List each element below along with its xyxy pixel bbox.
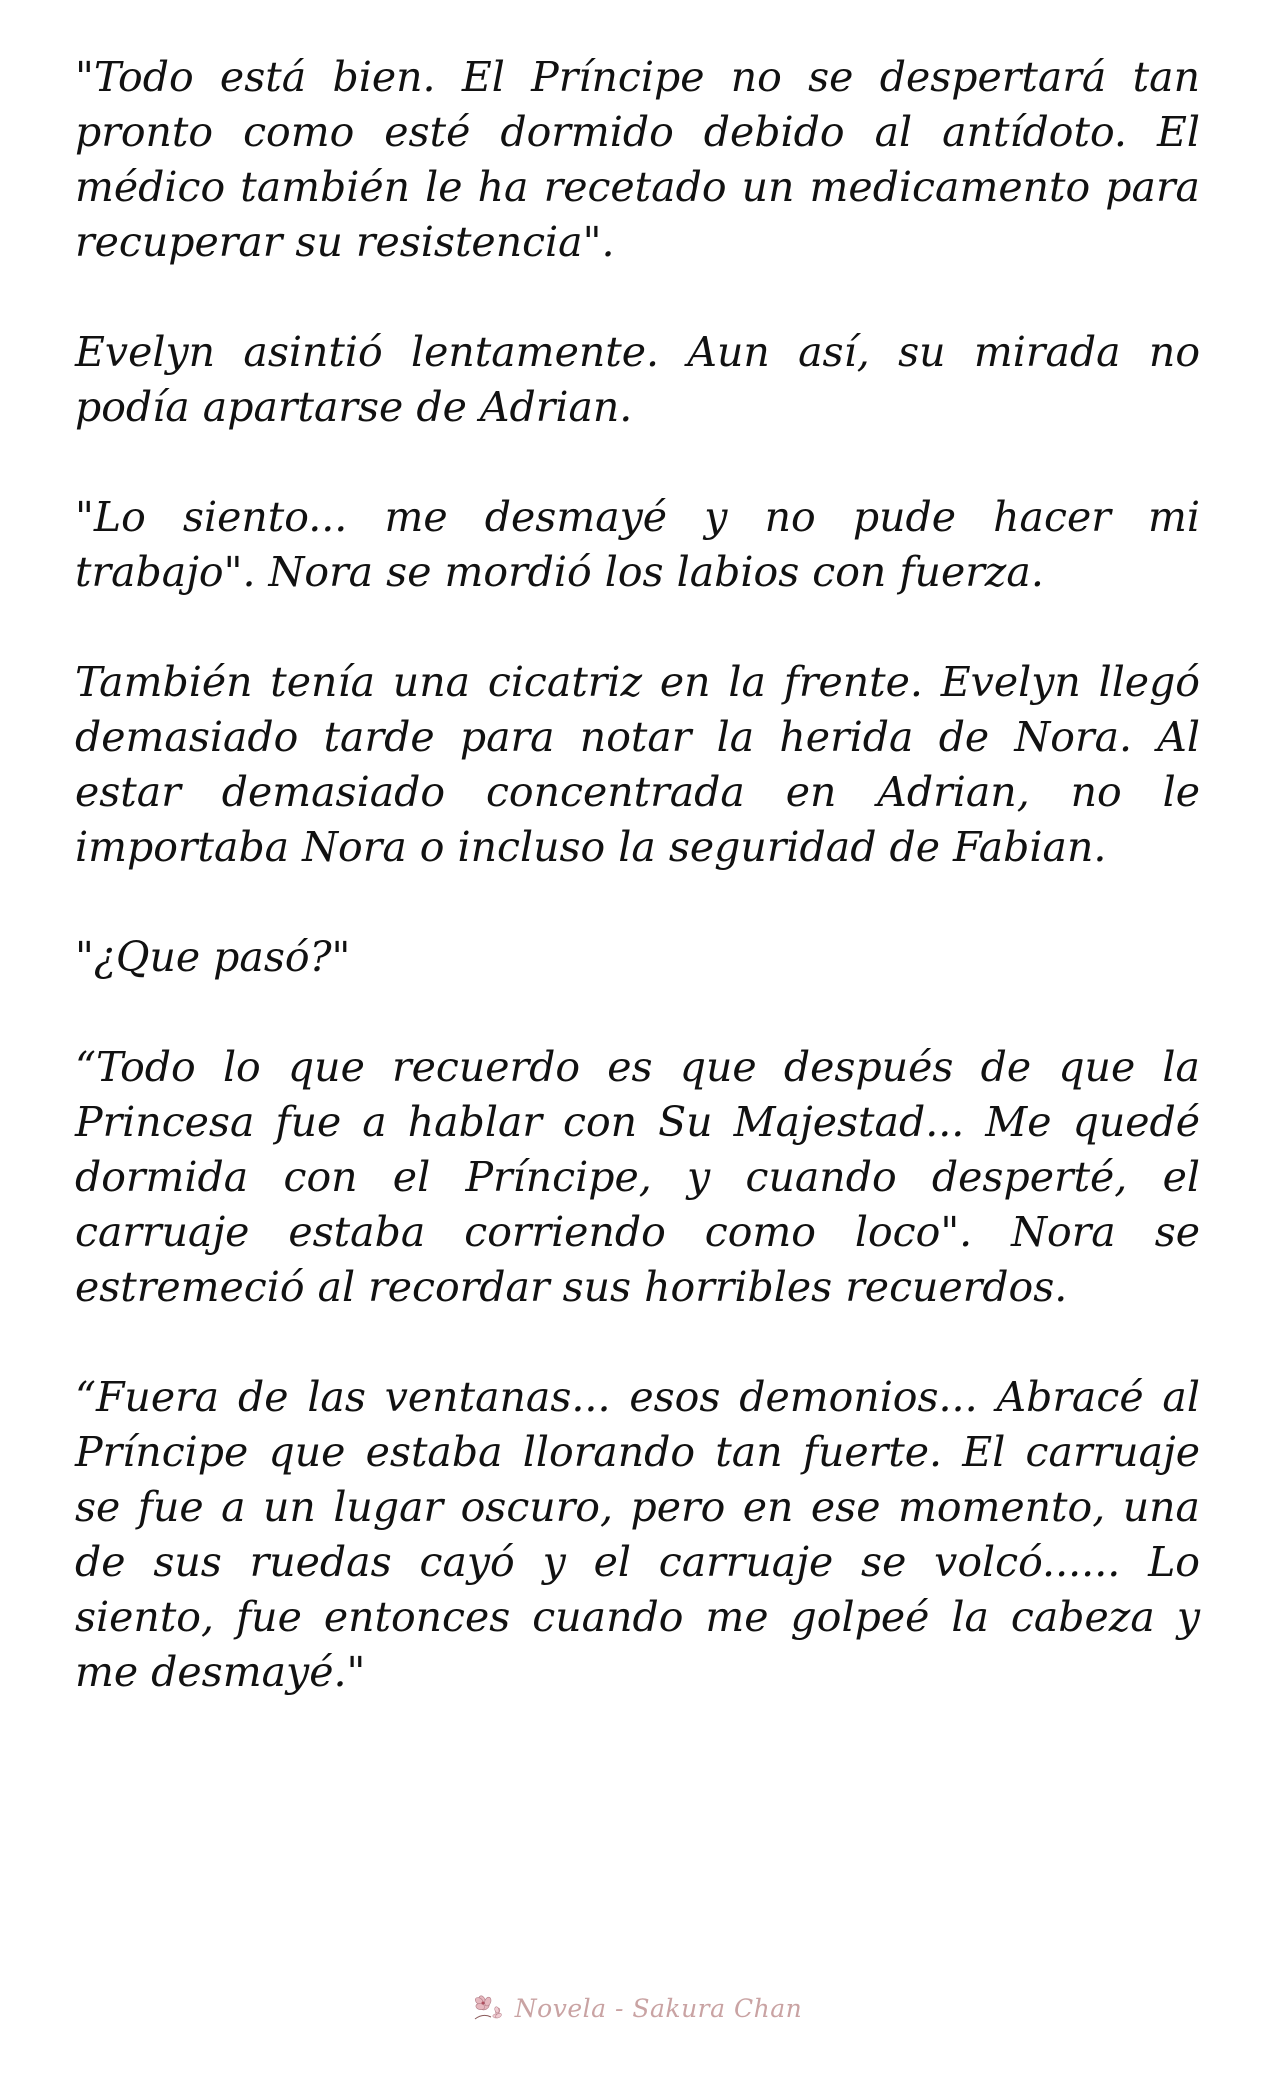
paragraph-5: "¿Que pasó?": [75, 933, 351, 981]
paragraph-4: También tenía una cicatriz en la frente. Evelyn llegó demasiado tarde para notar la herida de Nora. Al estar demasiado concentrada en Adrian, no le importaba Nora o incluso la seguridad de Fabian.: [75, 658, 1200, 871]
chapter-text: [75, 50, 1200, 1755]
paragraph-2: Evelyn asintió lentamente. Aun así, su mirada no podía apartarse de Adrian.: [75, 328, 1200, 431]
paragraph-7: “Fuera de las ventanas... esos demonios... Abracé al Príncipe que estaba llorando tan fuerte. El carruaje se fue a un lugar oscuro, pero en ese momento, una de sus ruedas cayó y el carruaje se volcó...... Lo siento, fue entonces cuando me golpeé la cabeza y me desmayé.": [75, 1373, 1200, 1696]
footer-watermark: [0, 1988, 1275, 2028]
footer-text: Novela - Sakura Chan: [514, 1993, 803, 2023]
paragraph-6: “Todo lo que recuerdo es que después de que la Princesa fue a hablar con Su Majestad... Me quedé dormida con el Príncipe, y cuando desperté, el carruaje estaba corriendo como loco". Nora se estremeció al recordar sus horribles recuerdos.: [75, 1043, 1200, 1311]
paragraph-1: "Todo está bien. El Príncipe no se despertará tan pronto como esté dormido debido al antídoto. El médico también le ha recetado un medicamento para recuperar su resistencia".: [75, 53, 1200, 266]
sakura-flower-icon: [473, 1993, 507, 2023]
paragraph-3: "Lo siento... me desmayé y no pude hacer mi trabajo". Nora se mordió los labios con fuerza.: [75, 493, 1200, 596]
